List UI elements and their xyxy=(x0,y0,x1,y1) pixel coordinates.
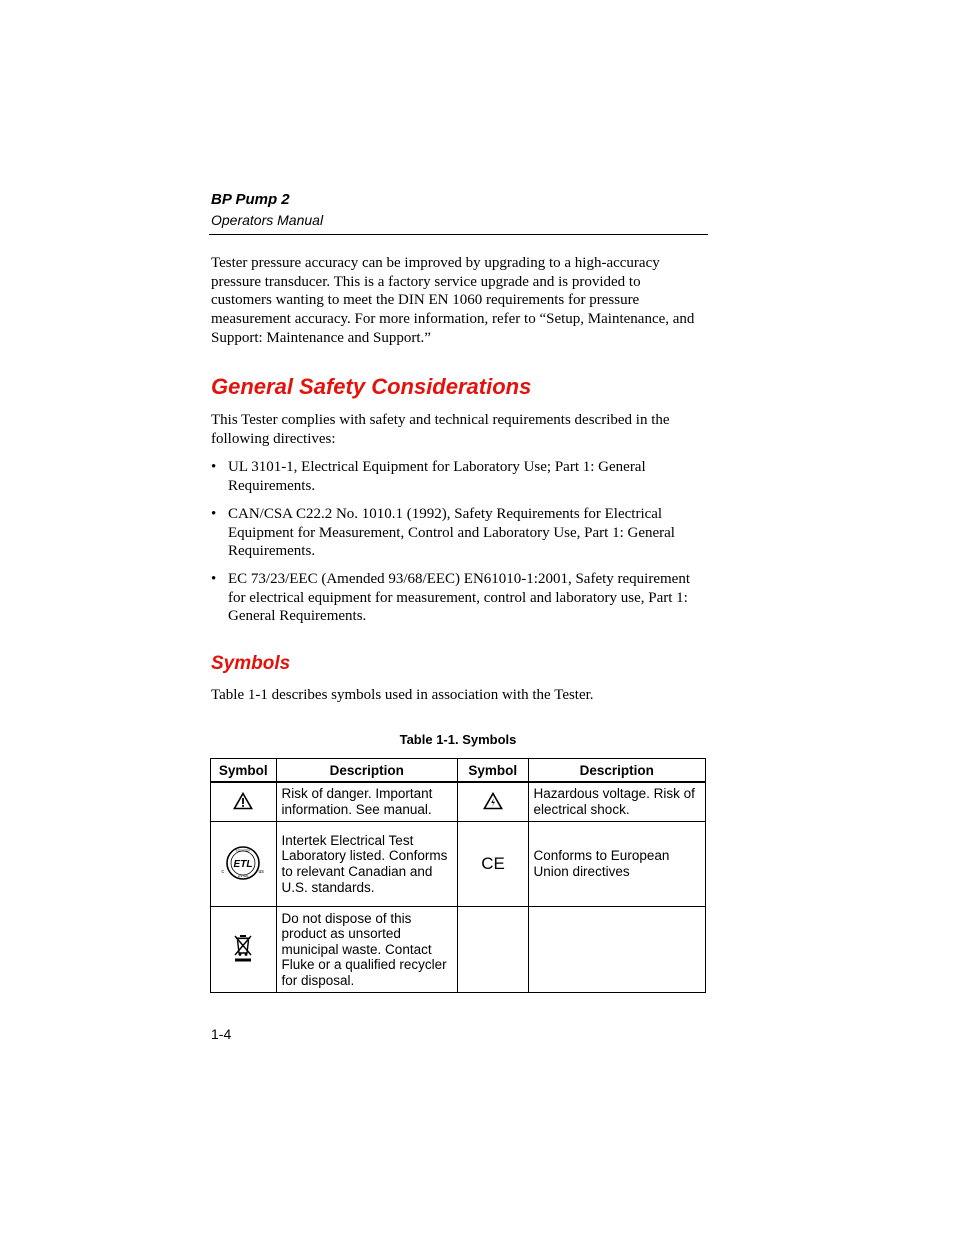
weee-crossed-bin-icon xyxy=(232,933,254,963)
column-header-symbol: Symbol xyxy=(457,759,528,783)
hazardous-voltage-icon xyxy=(483,792,503,810)
etl-us-text: us xyxy=(258,868,265,875)
column-header-description: Description xyxy=(528,759,705,783)
table-row xyxy=(211,907,706,993)
manual-subtitle: Operators Manual xyxy=(211,212,324,228)
warning-triangle-icon xyxy=(233,792,253,810)
column-header-symbol: Symbol xyxy=(211,759,277,783)
symbol-cell xyxy=(457,782,528,822)
description-cell: Do not dispose of this product as unsorted municipal waste. Contact Fluke or a qualified recycler for disposal. xyxy=(276,907,457,993)
symbol-cell xyxy=(457,907,528,993)
section-heading: General Safety Considerations xyxy=(211,374,532,399)
description-cell: Hazardous voltage. Risk of electrical shock. xyxy=(528,782,705,822)
bullet-icon: • xyxy=(211,506,217,522)
symbols-table xyxy=(210,758,706,993)
description-cell: Risk of danger. Important information. See manual. xyxy=(276,782,457,822)
description-cell xyxy=(528,907,705,993)
etl-listed-mark-icon xyxy=(220,843,266,883)
symbol-cell xyxy=(211,782,277,822)
bullet-icon: • xyxy=(211,459,217,475)
table-caption: Table 1-1. Symbols xyxy=(399,732,517,747)
header-rule xyxy=(209,234,708,235)
intro-paragraph: Tester pressure accuracy can be improved by upgrading to a high-accuracy pressure transducer. This is a factory service upgrade and is provided to customers wanting to meet the DIN EN 1060 requirements for pressure measurement accuracy. For more information, refer to “Setup, Maintenance, and Support: Maintenance and Support.” xyxy=(211,255,695,346)
symbols-subheading: Symbols xyxy=(211,653,291,674)
symbol-cell xyxy=(211,822,277,907)
directive-text: CAN/CSA C22.2 No. 1010.1 (1992), Safety Requirements for Electrical Equipment for Measurement, Control and Laboratory Use, Part 1: General Requirements. xyxy=(228,506,675,560)
table-header-row xyxy=(211,759,706,783)
table-row xyxy=(211,822,706,907)
column-header-description: Description xyxy=(276,759,457,783)
directive-text: EC 73/23/EEC (Amended 93/68/EEC) EN61010-1:2001, Safety requirement for electrical equipment for measurement, control and laboratory use, Part 1: General Requirements. xyxy=(228,571,690,625)
symbol-cell xyxy=(211,907,277,993)
symbol-cell xyxy=(457,822,528,907)
description-cell: Conforms to European Union directives xyxy=(528,822,705,907)
symbols-intro-paragraph: Table 1-1 describes symbols used in association with the Tester. xyxy=(211,687,594,703)
manual-title: BP Pump 2 xyxy=(211,191,290,208)
section-lead-paragraph: This Tester complies with safety and technical requirements described in the following directives: xyxy=(211,412,670,447)
bullet-icon: • xyxy=(211,571,217,587)
description-cell: Intertek Electrical Test Laboratory listed. Conforms to relevant Canadian and U.S. standards. xyxy=(276,822,457,907)
page-number: 1-4 xyxy=(211,1026,232,1042)
directive-text: UL 3101-1, Electrical Equipment for Laboratory Use; Part 1: General Requirements. xyxy=(228,459,646,494)
ce-mark-icon xyxy=(479,853,507,873)
etl-c-text: c xyxy=(221,868,225,875)
table-row xyxy=(211,782,706,822)
etl-center-text: ETL xyxy=(233,858,253,870)
ce-mark-text: CE xyxy=(480,853,505,873)
etl-ring-top-text: INTERTEK xyxy=(235,848,251,852)
etl-ring-bottom-text: LISTED xyxy=(237,873,249,878)
